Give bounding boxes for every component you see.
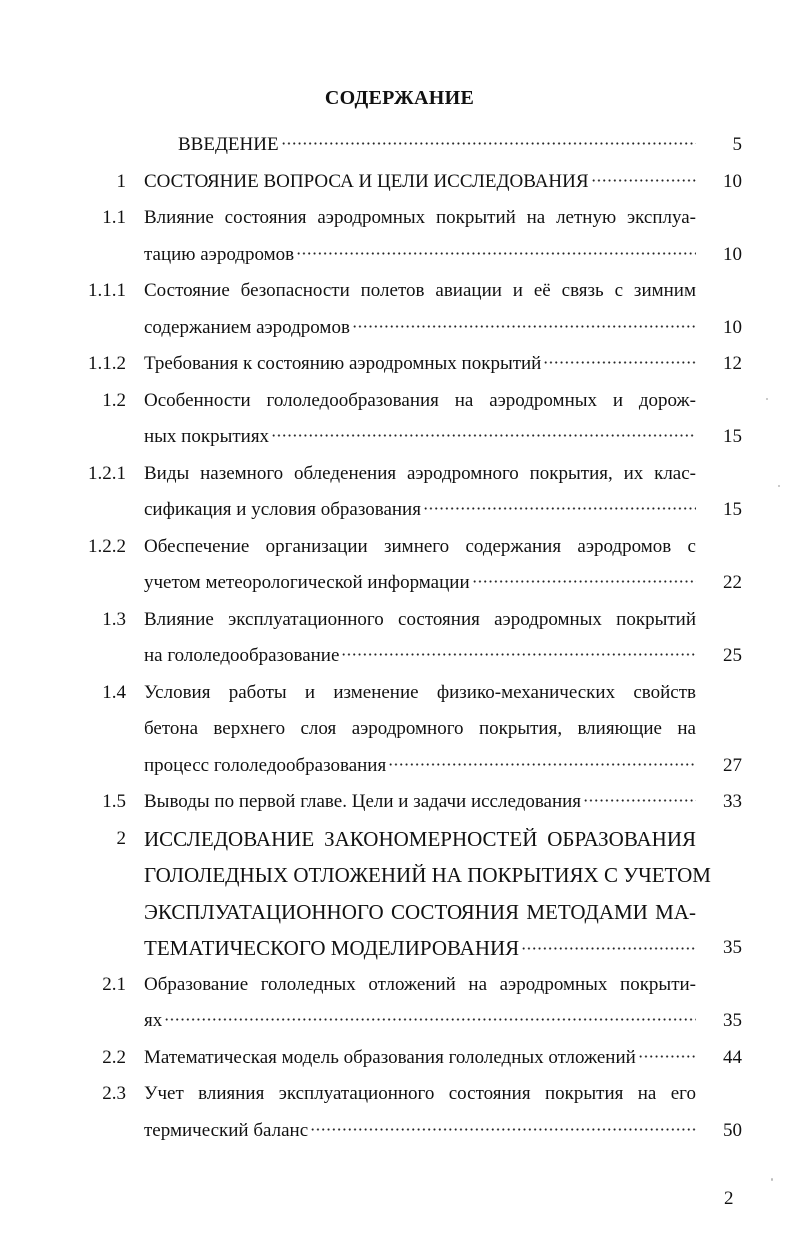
toc-entry-title	[144, 349, 696, 379]
toc-page-number: 5	[732, 134, 742, 155]
toc-page-number: 22	[723, 572, 742, 593]
toc-entry-text: ВВЕДЕНИЕ	[178, 134, 279, 155]
toc-line	[0, 1079, 799, 1109]
toc-page-number: 15	[723, 426, 742, 447]
dot-leader	[296, 252, 696, 255]
toc-entry-text: Учет влияния эксплуатационного состояния покрытия на его	[144, 1083, 696, 1104]
toc-page-number: 10	[723, 317, 742, 338]
dot-leader	[352, 325, 696, 328]
toc-line	[0, 678, 799, 708]
dot-leader	[583, 799, 696, 802]
toc-entry-number: 2.3	[102, 1083, 126, 1104]
toc-entry-title	[144, 641, 696, 671]
toc-entry-text: ИССЛЕДОВАНИЕ ЗАКОНОМЕРНОСТЕЙ ОБРАЗОВАНИЯ	[144, 827, 696, 851]
toc-entry-text: учетом метеорологической информации	[144, 572, 470, 593]
toc-page-number: 44	[723, 1047, 742, 1068]
toc-entry-number: 1.1	[102, 207, 126, 228]
dot-leader	[591, 179, 696, 182]
toc-page-number: 33	[723, 791, 742, 812]
toc-line	[0, 313, 799, 343]
toc-entry-number: 1	[116, 171, 126, 192]
toc-entry-title	[144, 751, 696, 781]
toc-entry-number: 1.1.1	[88, 280, 126, 301]
toc-line	[0, 422, 799, 452]
dot-leader	[521, 947, 696, 950]
toc-line	[0, 349, 799, 379]
toc-page-number: 35	[723, 1010, 742, 1031]
toc-entry-text: Выводы по первой главе. Цели и задачи исследования	[144, 791, 582, 812]
toc-entry-text: Математическая модель образования гололедных отложений	[144, 1047, 636, 1068]
toc-entry-title	[178, 130, 696, 160]
dot-leader	[638, 1055, 696, 1058]
toc-entry-text: Влияние состояния аэродромных покрытий на летную эксплуа-	[144, 207, 696, 228]
toc-entry-text: на гололедообразование	[144, 645, 340, 666]
toc-page-number: 10	[723, 171, 742, 192]
toc-page-number: 35	[723, 937, 742, 958]
toc-entry-text: Виды наземного обледенения аэродромного покрытия, их клас-	[144, 463, 696, 484]
toc-entry-title	[144, 568, 696, 598]
dot-leader	[543, 361, 696, 364]
dot-leader	[281, 142, 696, 145]
toc-entry-text: ЭКСПЛУАТАЦИОННОГО СОСТОЯНИЯ МЕТОДАМИ МА-	[144, 900, 696, 924]
toc-page-number: 27	[723, 755, 742, 776]
toc-line	[0, 933, 799, 963]
toc-entry-number: 2	[116, 828, 126, 849]
toc-line	[0, 495, 799, 525]
toc-entry-title	[144, 1043, 696, 1073]
toc-line	[0, 167, 799, 197]
toc-entry-title	[144, 240, 696, 270]
toc-entry-text: Обеспечение организации зимнего содержания аэродромов с	[144, 536, 696, 557]
toc-entry-number: 1.2.1	[88, 463, 126, 484]
toc-entry-text: Образование гололедных отложений на аэродромных покрыти-	[144, 974, 696, 995]
toc-line	[0, 1116, 799, 1146]
toc-line	[0, 1043, 799, 1073]
toc-entry-number: 1.3	[102, 609, 126, 630]
dot-leader	[310, 1128, 696, 1131]
dot-leader	[271, 434, 696, 437]
toc-line	[0, 130, 799, 160]
toc-line	[0, 203, 799, 233]
toc-entry-text: сификация и условия образования	[144, 499, 421, 520]
toc-entry-title	[144, 1116, 696, 1146]
toc-entry-number: 2.2	[102, 1047, 126, 1068]
toc-entry-title	[144, 1006, 696, 1036]
toc-line	[0, 751, 799, 781]
toc-entry-number: 1.2	[102, 390, 126, 411]
toc-line	[0, 860, 799, 890]
toc-line	[0, 970, 799, 1000]
toc-entry-text: Требования к состоянию аэродромных покрытий	[144, 353, 542, 374]
toc-entry-title	[144, 933, 696, 963]
toc-page-number: 15	[723, 499, 742, 520]
toc-line	[0, 240, 799, 270]
toc-entry-number: 1.4	[102, 682, 126, 703]
toc-entry-number: 2.1	[102, 974, 126, 995]
toc-line	[0, 714, 799, 744]
toc-line	[0, 824, 799, 854]
toc-line	[0, 459, 799, 489]
toc-entry-text: Особенности гололедообразования на аэродромных и дорож-	[144, 390, 696, 411]
toc-page-number: 25	[723, 645, 742, 666]
toc-entry-text: тацию аэродромов	[144, 244, 295, 265]
toc-line	[0, 532, 799, 562]
toc-line	[0, 897, 799, 927]
toc-entry-title	[144, 313, 696, 343]
toc-entry-text: Влияние эксплуатационного состояния аэродромных покрытий	[144, 609, 696, 630]
dot-leader	[341, 653, 696, 656]
toc-entry-text: ных покрытиях	[144, 426, 270, 447]
toc-line	[0, 605, 799, 635]
toc-entry-text: СОСТОЯНИЕ ВОПРОСА И ЦЕЛИ ИССЛЕДОВАНИЯ	[144, 171, 589, 192]
toc-entry-title	[144, 167, 696, 197]
toc-page-number: 10	[723, 244, 742, 265]
toc-line	[0, 787, 799, 817]
toc-page-number: 50	[723, 1120, 742, 1141]
scan-speck	[766, 398, 768, 400]
toc-line	[0, 276, 799, 306]
toc-line	[0, 386, 799, 416]
scan-speck	[771, 1178, 773, 1181]
toc-entry-number: 1.5	[102, 791, 126, 812]
toc-line	[0, 1006, 799, 1036]
dot-leader	[164, 1018, 696, 1021]
scan-speck	[778, 485, 780, 487]
toc-entry-text: Условия работы и изменение физико-механических свойств	[144, 682, 696, 703]
page-title: СОДЕРЖАНИЕ	[324, 87, 475, 109]
toc-line	[0, 568, 799, 598]
toc-entry-text: термический баланс	[144, 1120, 309, 1141]
dot-leader	[472, 580, 696, 583]
toc-page-number: 12	[723, 353, 742, 374]
toc-entry-title	[144, 787, 696, 817]
toc-entry-text: процесс гололедообразования	[144, 755, 387, 776]
toc-entry-text: ТЕМАТИЧЕСКОГО МОДЕЛИРОВАНИЯ	[144, 936, 520, 960]
page-number: 2	[724, 1188, 734, 1209]
toc-entry-text: Состояние безопасности полетов авиации и её связь с зимним	[144, 280, 696, 301]
toc-entry-text: ГОЛОЛЕДНЫХ ОТЛОЖЕНИЙ НА ПОКРЫТИЯХ С УЧЕТОМ	[144, 863, 711, 887]
dot-leader	[388, 763, 696, 766]
dot-leader	[423, 507, 696, 510]
toc-entry-text: бетона верхнего слоя аэродромного покрытия, влияющие на	[144, 718, 696, 739]
toc-entry-text: содержанием аэродромов	[144, 317, 350, 338]
toc-line	[0, 641, 799, 671]
toc-entry-number: 1.1.2	[88, 353, 126, 374]
toc-entry-text: ях	[144, 1010, 163, 1031]
toc-entry-title	[144, 422, 696, 452]
toc-entry-title	[144, 495, 696, 525]
toc-entry-number: 1.2.2	[88, 536, 126, 557]
